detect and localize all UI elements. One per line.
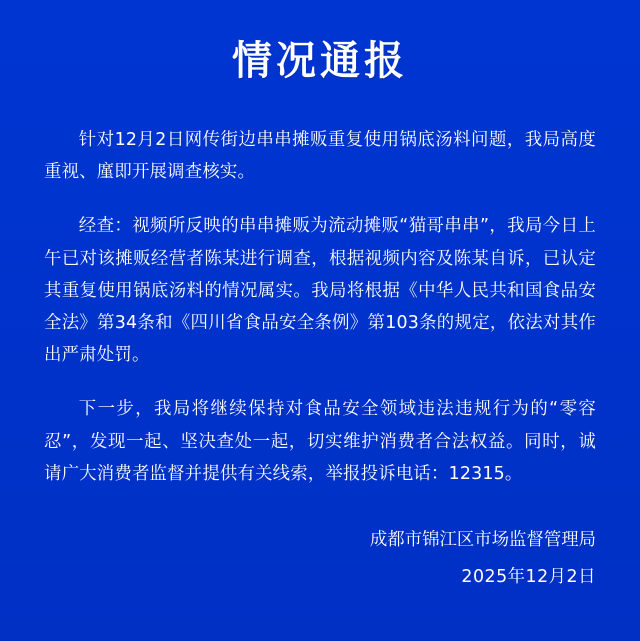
- page-title: 情况通报: [232, 38, 408, 84]
- paragraph-1: 针对12月2日网传街边串串摊贩重复使用锅底汤料问题，我局高度重视、廑即开展调查核实。: [44, 130, 596, 183]
- paragraph-2: 经查：视频所反映的串串摊贩为流动摊贩“猫哥串串”，我局今日上午已对该摊贩经营者陈某进行调查，根据视频内容及陈某自诉，已认定其重复使用锅底汤料的情况属实。我局将根据《中华人民共和国食品安全法》第34条和《四川省食品安全条例》第103条的规定，依法对其作出严肃处罚。: [44, 216, 596, 366]
- paragraph-3: 下一步，我局将继续保持对食品安全领域违法违规行为的“零容忍”，发现一起、坚决查处一起，切实维护消费者合法权益。同时，诚请广大消费者监督并提供有关线索，举报投诉电话：12315。: [44, 399, 596, 484]
- signature-block: [44, 524, 596, 594]
- issue-date: 2025年12月2日: [461, 566, 596, 587]
- issuing-organization: 成都市锦江区市场监督管理局: [369, 529, 596, 550]
- announcement-body: [44, 124, 596, 490]
